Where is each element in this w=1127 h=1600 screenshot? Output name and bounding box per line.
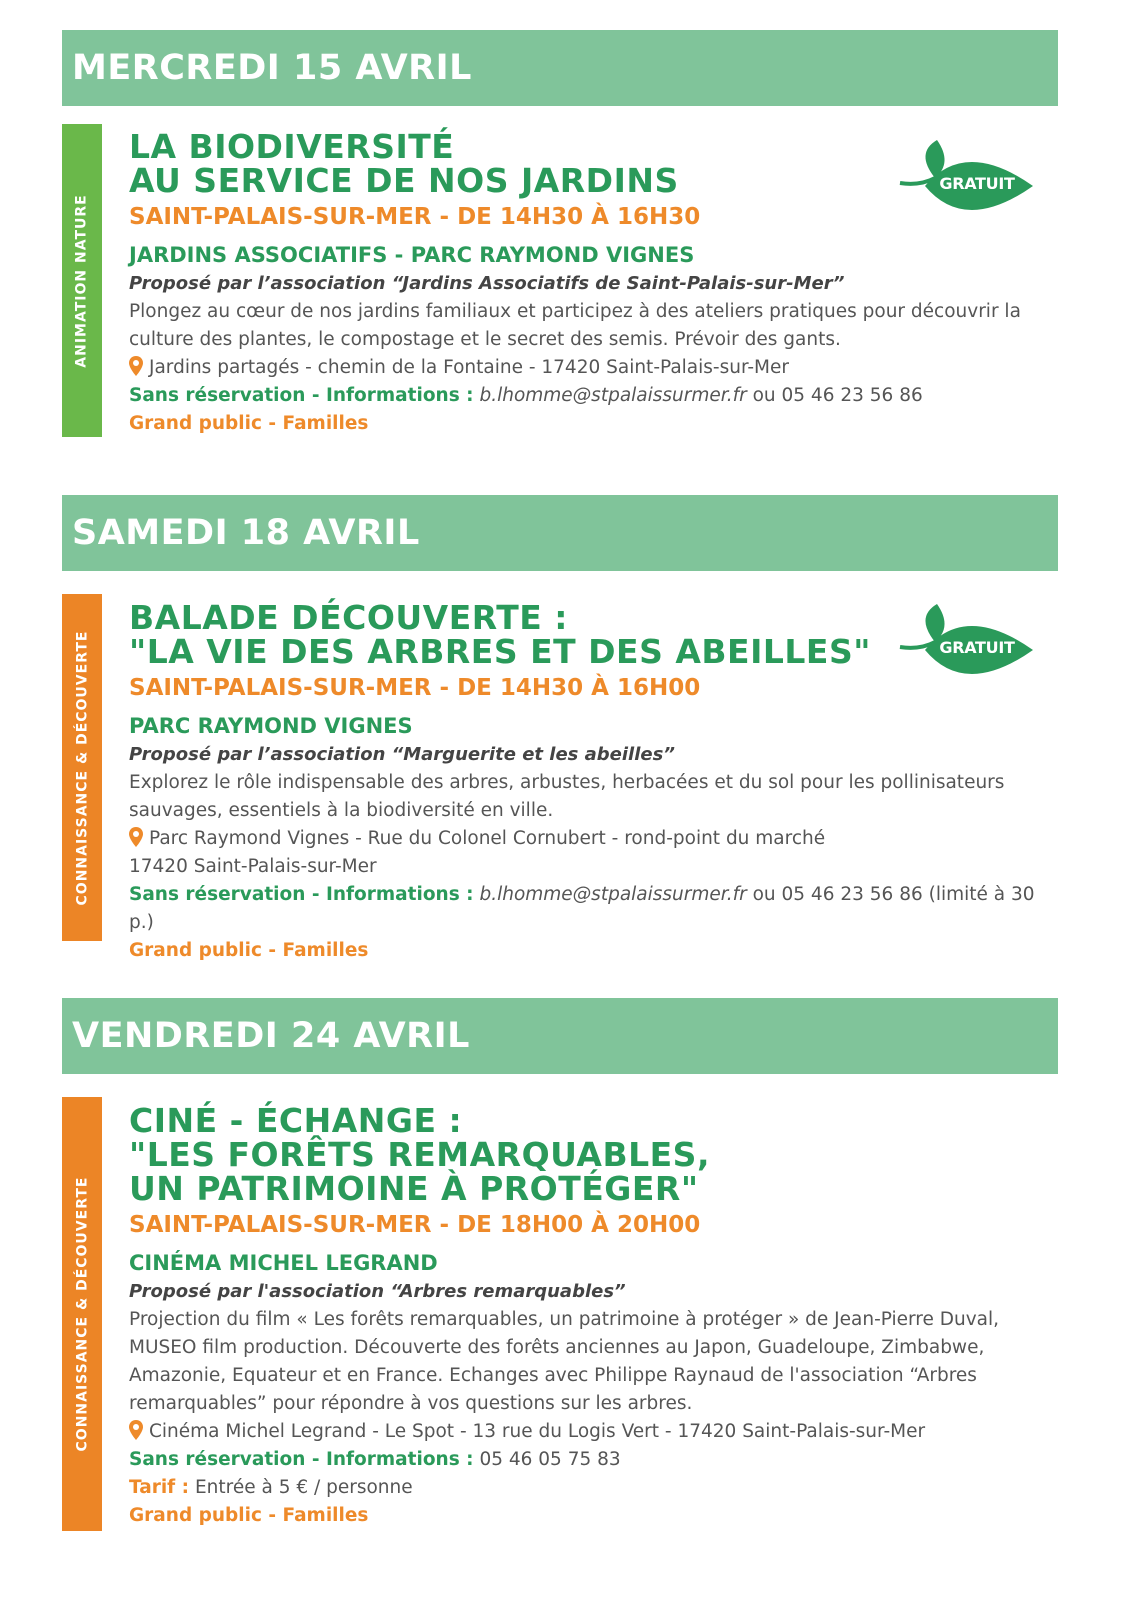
event-place: JARDINS ASSOCIATIFS - PARC RAYMOND VIGNES — [129, 243, 695, 267]
event-audience: Grand public - Familles — [129, 940, 369, 961]
event-info: Sans réservation - Informations : b.lhomme@stpalaissurmer.fr ou 05 46 23 56 86 — [129, 385, 923, 406]
location-pin-icon — [129, 827, 143, 847]
category-label: CONNAISSANCE & DÉCOUVERTE — [74, 1176, 90, 1452]
event-organizer: Proposé par l’association “Marguerite et les abeilles” — [129, 744, 675, 765]
event-card — [129, 1101, 1059, 1530]
event-address: Parc Raymond Vignes - Rue du Colonel Cornubert - rond-point du marché 17420 Saint-Palais-sur-Mer — [129, 828, 826, 877]
event-card — [129, 598, 1059, 965]
event-time: SAINT-PALAIS-SUR-MER - DE 18H00 À 20H00 — [129, 1212, 701, 1238]
email-link[interactable]: b.lhomme@stpalaissurmer.fr — [479, 385, 747, 406]
event-address: Cinéma Michel Legrand - Le Spot - 13 rue du Logis Vert - 17420 Saint-Palais-sur-Mer — [129, 1418, 1059, 1446]
event-title: LA BIODIVERSITÉ AU SERVICE DE NOS JARDINS — [129, 127, 679, 200]
event-place: CINÉMA MICHEL LEGRAND — [129, 1251, 438, 1275]
badge-label: GRATUIT — [939, 638, 1015, 657]
event-audience: Grand public - Familles — [129, 413, 369, 434]
category-label: ANIMATION NATURE — [74, 193, 91, 368]
location-pin-icon — [129, 1420, 143, 1440]
location-pin-icon — [129, 356, 143, 376]
event-card — [129, 127, 1059, 438]
category-tag — [62, 594, 102, 941]
day-header: MERCREDI 15 AVRIL — [62, 30, 1058, 106]
category-tag — [62, 1097, 102, 1531]
day-header: VENDREDI 24 AVRIL — [62, 998, 1058, 1074]
event-address: Jardins partagés - chemin de la Fontaine - 17420 Saint-Palais-sur-Mer — [129, 354, 1059, 382]
event-place: PARC RAYMOND VIGNES — [129, 714, 413, 738]
event-title: BALADE DÉCOUVERTE : "LA VIE DES ARBRES ET DES ABEILLES" — [129, 598, 871, 671]
event-organizer: Proposé par l'association “Arbres remarquables” — [129, 1281, 626, 1302]
category-tag — [62, 124, 102, 437]
day-header: SAMEDI 18 AVRIL — [62, 495, 1058, 571]
category-label: CONNAISSANCE & DÉCOUVERTE — [74, 630, 90, 905]
event-audience: Grand public - Familles — [129, 1505, 369, 1526]
event-info: Sans réservation - Informations : b.lhomme@stpalaissurmer.fr ou 05 46 23 56 86 (limité à 30 p.) — [129, 884, 1035, 933]
event-info: Sans réservation - Informations : 05 46 05 75 83 — [129, 1449, 621, 1470]
event-title: CINÉ - ÉCHANGE : "LES FORÊTS REMARQUABLES, UN PATRIMOINE À PROTÉGER" — [129, 1101, 710, 1208]
event-time: SAINT-PALAIS-SUR-MER - DE 14H30 À 16H00 — [129, 675, 701, 701]
badge-label: GRATUIT — [939, 174, 1015, 193]
event-description: Plongez au cœur de nos jardins familiaux et participez à des ateliers pratiques pour découvrir la culture des plantes, le compostage et le secret des semis. Prévoir des gants. — [129, 301, 1021, 350]
event-organizer: Proposé par l’association “Jardins Associatifs de Saint-Palais-sur-Mer” — [129, 273, 845, 294]
event-time: SAINT-PALAIS-SUR-MER - DE 14H30 À 16H30 — [129, 204, 701, 230]
event-description: Explorez le rôle indispensable des arbres, arbustes, herbacées et du sol pour les pollinisateurs sauvages, essentiels à la biodiversité en ville. — [129, 772, 1005, 821]
event-price: Tarif : Entrée à 5 € / personne — [129, 1477, 413, 1498]
event-description: Projection du film « Les forêts remarquables, un patrimoine à protéger » de Jean-Pierre Duval, MUSEO film production. Découverte des forêts anciennes au Japon, Guadeloupe, Zimbabwe, Amazonie, Equateur et en France. Echanges avec Philippe Raynaud de l'association “Arbres remarquables” pour répondre à vos questions sur les arbres. — [129, 1309, 1000, 1414]
email-link[interactable]: b.lhomme@stpalaissurmer.fr — [479, 884, 747, 905]
